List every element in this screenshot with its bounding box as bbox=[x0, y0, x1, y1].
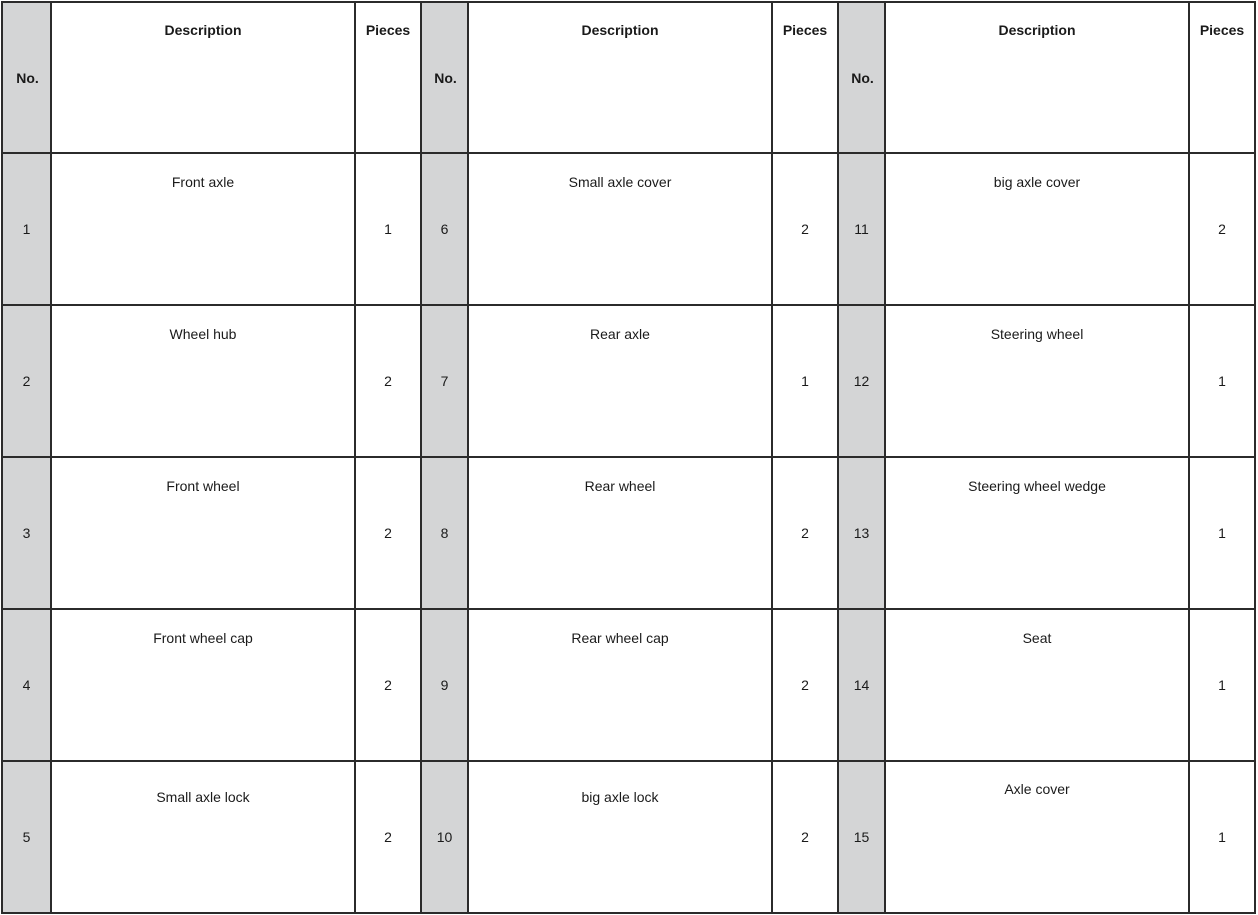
row-number: 11 bbox=[854, 221, 869, 237]
row-description: Small axle cover bbox=[568, 174, 672, 190]
grid-line-horizontal bbox=[1, 912, 1256, 914]
header-description: Description bbox=[581, 22, 659, 38]
row-number: 9 bbox=[440, 677, 449, 693]
row-number: 3 bbox=[22, 525, 31, 541]
header-description: Description bbox=[164, 22, 242, 38]
row-pieces: 1 bbox=[1218, 829, 1226, 845]
row-pieces: 2 bbox=[384, 525, 392, 541]
row-number: 4 bbox=[22, 677, 31, 693]
row-description: Rear wheel cap bbox=[571, 630, 669, 646]
header-no: No. bbox=[434, 70, 457, 86]
row-pieces: 1 bbox=[384, 221, 392, 237]
row-pieces: 2 bbox=[801, 221, 809, 237]
row-pieces: 2 bbox=[384, 677, 392, 693]
header-pieces: Pieces bbox=[782, 22, 828, 38]
row-description: Small axle lock bbox=[156, 789, 250, 805]
row-number: 6 bbox=[440, 221, 449, 237]
row-description: Rear wheel bbox=[584, 478, 656, 494]
row-description: Wheel hub bbox=[169, 326, 237, 342]
row-description: Front axle bbox=[171, 174, 235, 190]
row-description: Rear axle bbox=[590, 326, 650, 342]
row-pieces: 1 bbox=[1218, 525, 1226, 541]
row-description: Seat bbox=[1022, 630, 1052, 646]
grid-line-horizontal bbox=[1, 760, 1256, 762]
row-number: 13 bbox=[853, 525, 870, 541]
row-pieces: 2 bbox=[801, 829, 809, 845]
grid-line-horizontal bbox=[1, 608, 1256, 610]
header-pieces: Pieces bbox=[365, 22, 411, 38]
row-number: 8 bbox=[440, 525, 449, 541]
row-pieces: 2 bbox=[1218, 221, 1226, 237]
row-number: 10 bbox=[436, 829, 453, 845]
grid-line-horizontal bbox=[1, 152, 1256, 154]
header-pieces: Pieces bbox=[1199, 22, 1245, 38]
header-description: Description bbox=[998, 22, 1076, 38]
row-pieces: 2 bbox=[801, 677, 809, 693]
row-description: big axle cover bbox=[993, 174, 1081, 190]
row-pieces: 1 bbox=[1218, 677, 1226, 693]
row-description: Steering wheel wedge bbox=[968, 478, 1106, 494]
row-number: 15 bbox=[853, 829, 870, 845]
row-pieces: 2 bbox=[384, 829, 392, 845]
row-number: 14 bbox=[853, 677, 870, 693]
row-pieces: 1 bbox=[1218, 373, 1226, 389]
header-no: No. bbox=[16, 70, 39, 86]
row-number: 1 bbox=[22, 221, 31, 237]
row-pieces: 2 bbox=[384, 373, 392, 389]
header-no: No. bbox=[851, 70, 874, 86]
grid-line-horizontal bbox=[1, 304, 1256, 306]
row-description: Front wheel cap bbox=[153, 630, 253, 646]
grid-line-horizontal bbox=[1, 456, 1256, 458]
row-number: 7 bbox=[440, 373, 449, 389]
row-number: 5 bbox=[22, 829, 31, 845]
row-description: big axle lock bbox=[581, 789, 659, 805]
row-number: 2 bbox=[22, 373, 31, 389]
row-pieces: 2 bbox=[801, 525, 809, 541]
row-pieces: 1 bbox=[801, 373, 809, 389]
row-number: 12 bbox=[853, 373, 870, 389]
row-description: Steering wheel bbox=[990, 326, 1084, 342]
row-description: Axle cover bbox=[1004, 781, 1070, 797]
row-description: Front wheel bbox=[166, 478, 240, 494]
grid-line-horizontal bbox=[1, 1, 1256, 3]
